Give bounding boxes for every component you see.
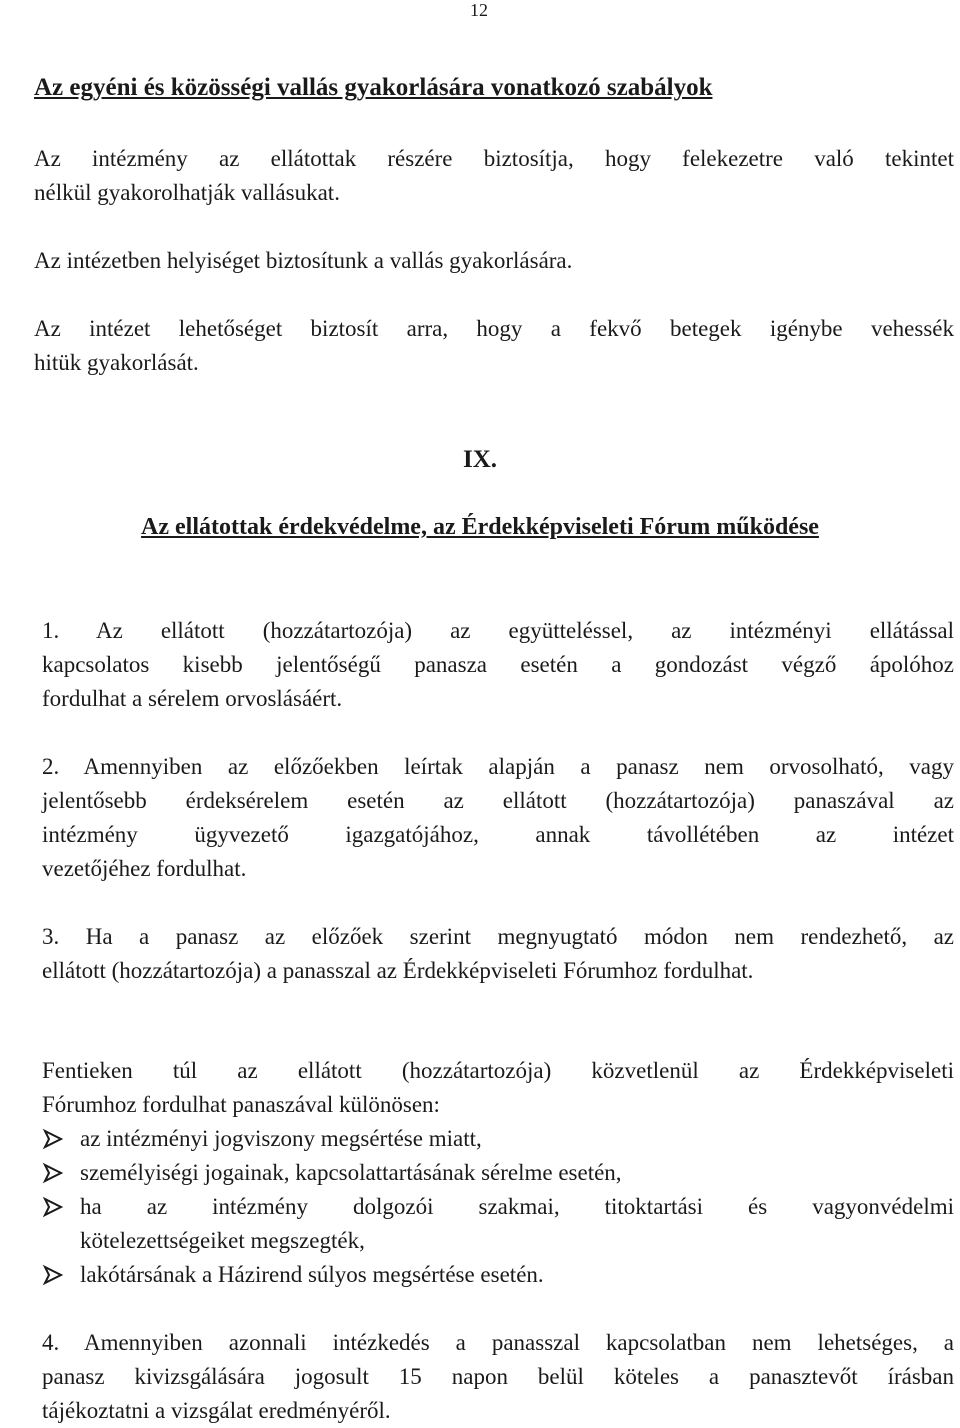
bullet-list (42, 1122, 954, 1292)
paragraph-line: nélkül gyakorolhatják vallásukat. (34, 180, 340, 205)
paragraph-line: hitük gyakorlását. (34, 350, 199, 375)
list-item (42, 1122, 954, 1156)
list-item-text: lakótársának a Házirend súlyos megsértése esetén. (80, 1262, 544, 1287)
item-line: 2. Amennyiben az előzőekben leírtak alapján a panasz nem orvosolható, vagy (42, 754, 954, 779)
arrow-bullet-icon (42, 1156, 64, 1190)
item-line: 4. Amennyiben azonnali intézkedés a panasszal kapcsolatban nem lehetséges, a (42, 1330, 954, 1355)
heading-religion-rules: Az egyéni és közösségi vallás gyakorlására vonatkozó szabályok (34, 74, 713, 101)
paragraph-line: Az intézmény az ellátottak részére biztosítja, hogy felekezetre való tekintet (34, 146, 954, 171)
numbered-item-4 (42, 1326, 954, 1428)
list-item-text: ha az intézmény dolgozói szakmai, titoktartási és vagyonvédelmi (80, 1194, 954, 1219)
page-number: 12 (470, 0, 488, 20)
arrow-bullet-icon (42, 1190, 64, 1224)
list-item-text: kötelezettségeiket megszegték, (80, 1228, 365, 1253)
paragraph-religion-room (34, 244, 954, 278)
paragraph-forum-intro (42, 1054, 954, 1122)
item-line: fordulhat a sérelem orvoslásáért. (42, 686, 343, 711)
paragraph-line: Az intézetben helyiséget biztosítunk a vallás gyakorlására. (34, 248, 573, 273)
paragraph-line: Fentieken túl az ellátott (hozzátartozója) közvetlenül az Érdekképviseleti (42, 1058, 954, 1083)
paragraph-line: Fórumhoz fordulhat panaszával különösen: (42, 1092, 440, 1117)
arrow-bullet-icon (42, 1122, 64, 1156)
paragraph-line: Az intézet lehetőséget biztosít arra, hogy a fekvő betegek igénybe vehessék (34, 316, 954, 341)
numbered-item-1 (42, 614, 954, 716)
item-line: jelentősebb érdeksérelem esetén az ellátott (hozzátartozója) panaszával az (42, 788, 954, 813)
item-line: 3. Ha a panasz az előzőek szerint megnyugtató módon nem rendezhető, az (42, 924, 954, 949)
list-item (42, 1156, 954, 1190)
item-line: 1. Az ellátott (hozzátartozója) az együtteléssel, az intézményi ellátással (42, 618, 954, 643)
arrow-bullet-icon (42, 1258, 64, 1292)
numbered-item-2 (42, 750, 954, 886)
list-item (42, 1258, 954, 1292)
item-line: panasz kivizsgálására jogosult 15 napon belül köteles a panasztevőt írásban (42, 1364, 954, 1389)
item-line: tájékoztatni a vizsgálat eredményéről. (42, 1398, 391, 1423)
paragraph-bedridden (34, 312, 954, 380)
item-line: vezetőjéhez fordulhat. (42, 856, 247, 881)
item-line: ellátott (hozzátartozója) a panasszal az Érdekképviseleti Fórumhoz fordulhat. (42, 958, 754, 983)
list-item-text: személyiségi jogainak, kapcsolattartásának sérelme esetén, (80, 1160, 622, 1185)
paragraph-religion-freedom (34, 142, 954, 210)
section-title: Az ellátottak érdekvédelme, az Érdekképviseleti Fórum működése (141, 514, 819, 540)
item-line: kapcsolatos kisebb jelentőségű panasza esetén a gondozást végző ápolóhoz (42, 652, 954, 677)
list-item (42, 1190, 954, 1258)
numbered-item-3 (42, 920, 954, 988)
item-line: intézmény ügyvezető igazgatójához, annak távollétében az intézet (42, 822, 954, 847)
section-number: IX. (462, 446, 498, 473)
list-item-text: az intézményi jogviszony megsértése miatt, (80, 1126, 482, 1151)
